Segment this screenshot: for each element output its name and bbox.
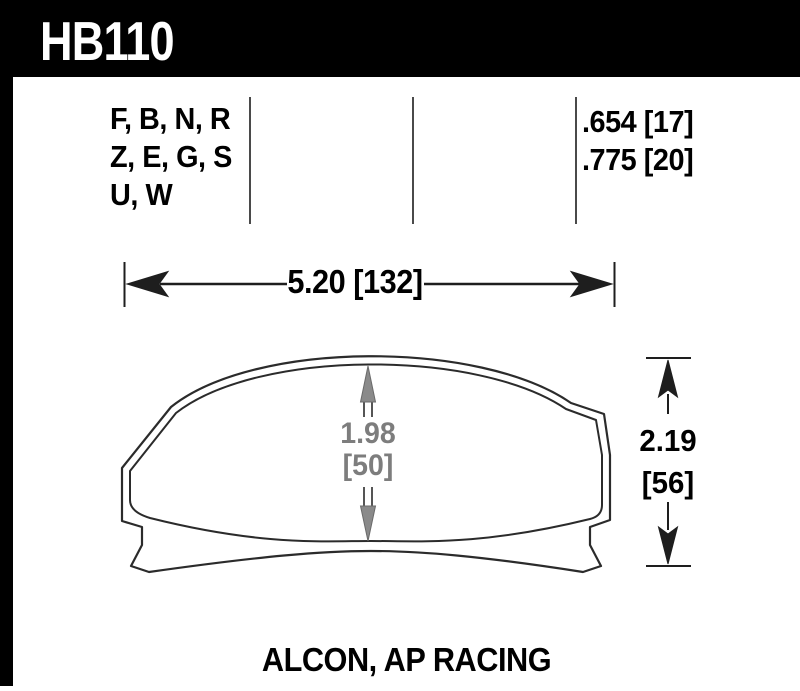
height-dimension-label: [611, 420, 725, 504]
width-dimension-label: 5.20 [132]: [287, 263, 423, 300]
height-dim-up-arrowhead-icon: [659, 360, 678, 397]
height-dimension-mm: [56]: [641, 465, 695, 500]
pad-thickness-line-2: .775 [20]: [582, 142, 694, 177]
compound-codes-line-3: U, W: [110, 177, 173, 212]
height-dimension-inches: 2.19: [639, 423, 697, 458]
compound-codes-line-1: F, B, N, R: [110, 101, 231, 136]
center-dimension-inches: 1.98: [340, 417, 396, 450]
pad-thickness-line-1: .654 [17]: [582, 104, 694, 139]
compound-codes-line-2: Z, E, G, S: [110, 139, 232, 174]
caliper-applications: ALCON, AP RACING: [261, 641, 552, 678]
center-dimension-mm: [50]: [342, 449, 394, 482]
part-number: HB110: [40, 10, 174, 72]
center-dimension-label: [311, 418, 425, 482]
height-dim-down-arrowhead-icon: [659, 527, 678, 564]
